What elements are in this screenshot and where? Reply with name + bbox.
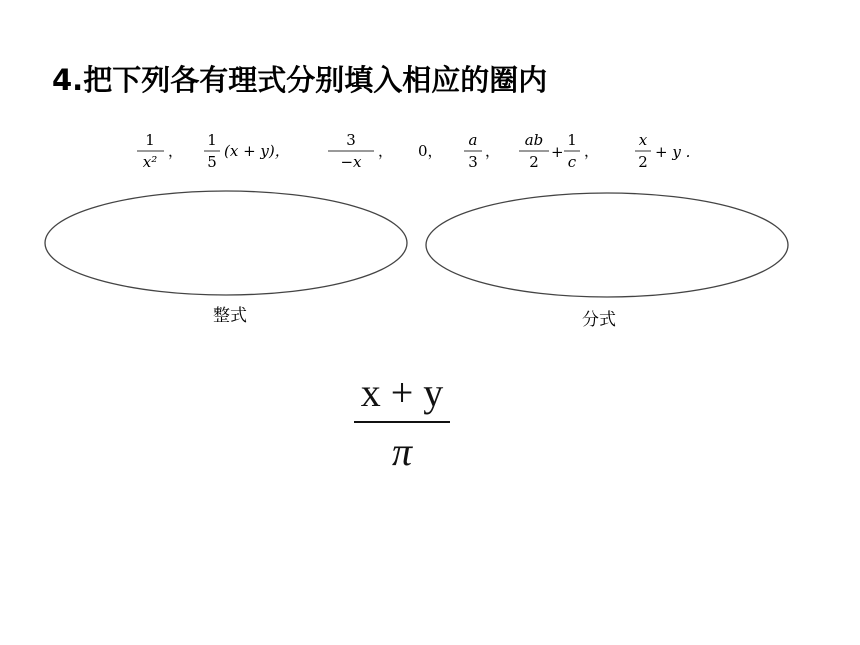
expr-8-denominator: 2 [638,153,648,171]
expr-1-denominator: x² [142,153,158,171]
integral-expression-label: 整式 [213,306,247,326]
expr-6-suffix: + [551,143,564,161]
expr-5-denominator: 3 [468,153,478,171]
classification-figure [37,120,795,328]
expr-8-numerator: x [638,131,648,149]
expr-5-numerator: a [468,131,478,149]
expr-2-numerator: 1 [207,131,217,149]
extra-fraction-bar [354,421,450,423]
question-title: 4.把下列各有理式分别填入相应的圈内 [52,63,548,97]
expr-7-denominator: c [567,153,577,171]
expr-6-denominator: 2 [529,153,539,171]
extra-fraction-numerator: x + y [360,370,444,415]
expr-6-numerator: ab [524,131,544,149]
fractional-expression-label: 分式 [582,310,616,328]
expr-3-denominator: −x [340,153,362,171]
expr-1-numerator: 1 [145,131,155,149]
expr-7-numerator: 1 [567,131,577,149]
extra-fraction [352,370,452,474]
expr-5-suffix: ， [485,142,501,160]
expr-3-suffix: ， [378,142,394,160]
expr-3-numerator: 3 [346,131,356,149]
extra-fraction-denominator: π [391,429,413,474]
expr-2-denominator: 5 [207,153,217,171]
expr-8-suffix: + y . [655,143,691,161]
expr-1-suffix: ， [168,142,184,160]
figure-svg [37,120,795,328]
expr-4-plain: 0， [418,142,443,160]
expr-4 [418,142,443,160]
expr-2-suffix: (x + y)， [224,142,290,160]
expr-7-suffix: ， [584,142,600,160]
